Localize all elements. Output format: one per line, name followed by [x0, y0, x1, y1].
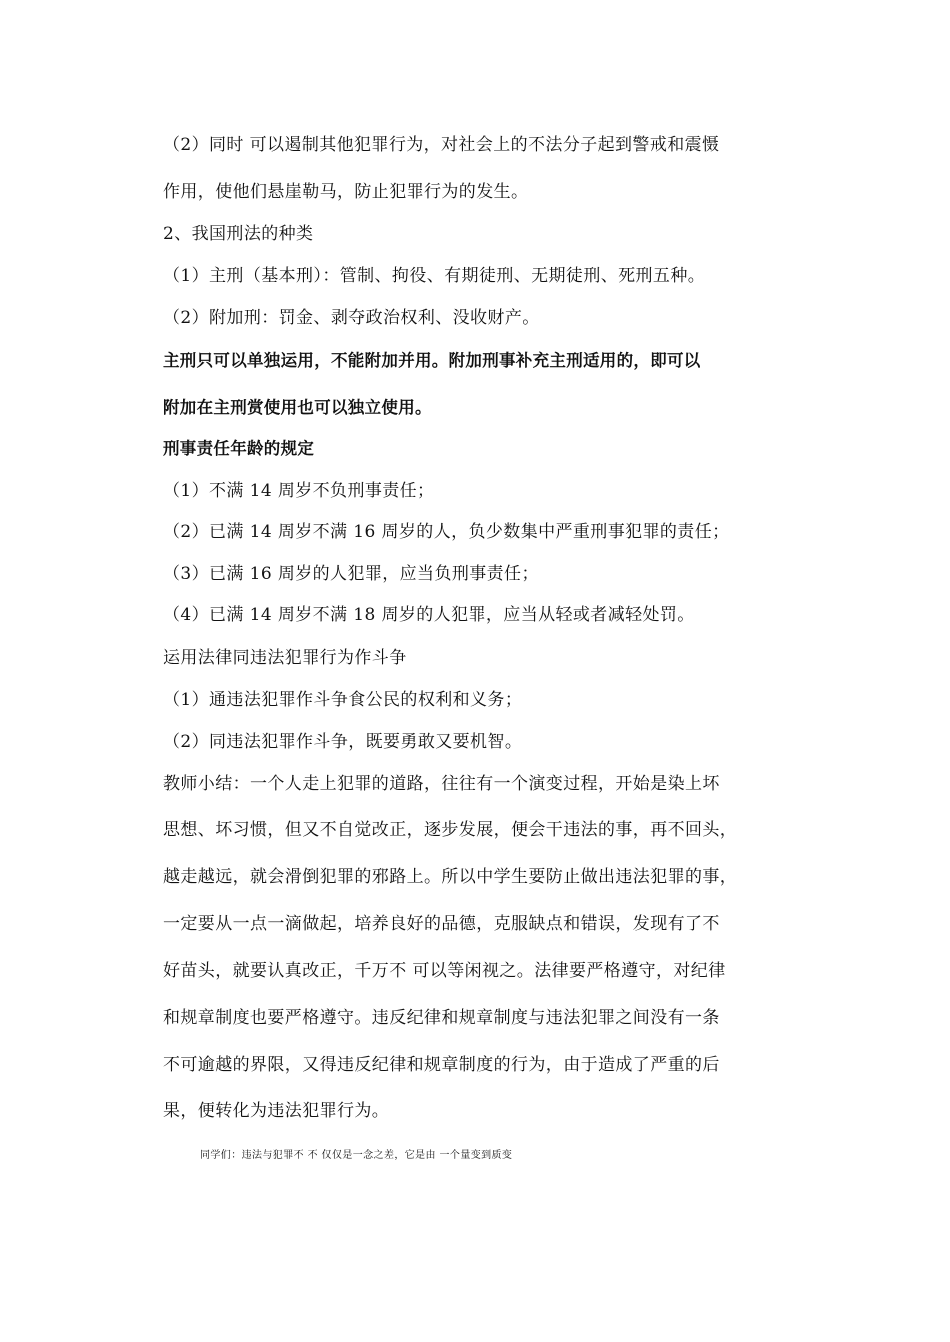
list-item: （4）已满 14 周岁不满 18 周岁的人犯罪，应当从轻或者减轻处罚。 [163, 605, 695, 625]
paragraph-line: 一定要从一点一滴做起，培养良好的品德，克服缺点和错误，发现有了不 [163, 914, 720, 934]
paragraph-line: 思想、坏习惯，但又不自觉改正，逐步发展，便会干违法的事，再不回头， [163, 820, 738, 840]
list-item: （1）主刑（基本刑）：管制、拘役、有期徒刑、无期徒刑、死刑五种。 [163, 266, 706, 286]
bold-paragraph-line: 附加在主刑赏使用也可以独立使用。 [163, 398, 432, 417]
list-item: （2）同违法犯罪作斗争，既要勇敢又要机智。 [163, 732, 523, 752]
list-item: （3）已满 16 周岁的人犯罪，应当负刑事责任； [163, 564, 539, 584]
section-heading: 刑事责任年龄的规定 [163, 439, 315, 458]
list-item: （2）已满 14 周岁不满 16 周岁的人，负少数集中严重刑事犯罪的责任； [163, 522, 730, 542]
paragraph-line: 果，便转化为违法犯罪行为。 [163, 1101, 390, 1121]
paragraph-line: （2）同时 可以遏制其他犯罪行为，对社会上的不法分子起到警戒和震慑 [163, 135, 720, 155]
section-heading: 2、我国刑法的种类 [163, 224, 314, 244]
paragraph-line: 越走越远，就会滑倒犯罪的邪路上。所以中学生要防止做出违法犯罪的事， [163, 867, 738, 887]
paragraph-line: 作用，使他们悬崖勒马，防止犯罪行为的发生。 [163, 182, 529, 202]
paragraph-line: 好苗头，就要认真改正，千万不 可以等闲视之。法律要严格遵守，对纪律 [163, 961, 726, 981]
paragraph-line: 不可逾越的界限，又得违反纪律和规章制度的行为，由于造成了严重的后 [163, 1055, 720, 1075]
paragraph-line: 同学们：违法与犯罪不 不 仅仅是一念之差，它是由 一个量变到质变 [200, 1150, 513, 1161]
bold-paragraph-line: 主刑只可以单独运用，不能附加并用。附加刑事补充主刑适用的，即可以 [163, 351, 701, 370]
section-heading: 运用法律同违法犯罪行为作斗争 [163, 648, 407, 668]
paragraph-line: 和规章制度也要严格遵守。违反纪律和规章制度与违法犯罪之间没有一条 [163, 1008, 720, 1028]
list-item: （1）通违法犯罪作斗争食公民的权利和义务； [163, 690, 523, 710]
paragraph-line: 教师小结：一个人走上犯罪的道路，往往有一个演变过程，开始是染上坏 [163, 774, 720, 794]
list-item: （2）附加刑：罚金、剥夺政治权利、没收财产。 [163, 308, 540, 328]
list-item: （1）不满 14 周岁不负刑事责任； [163, 481, 435, 501]
